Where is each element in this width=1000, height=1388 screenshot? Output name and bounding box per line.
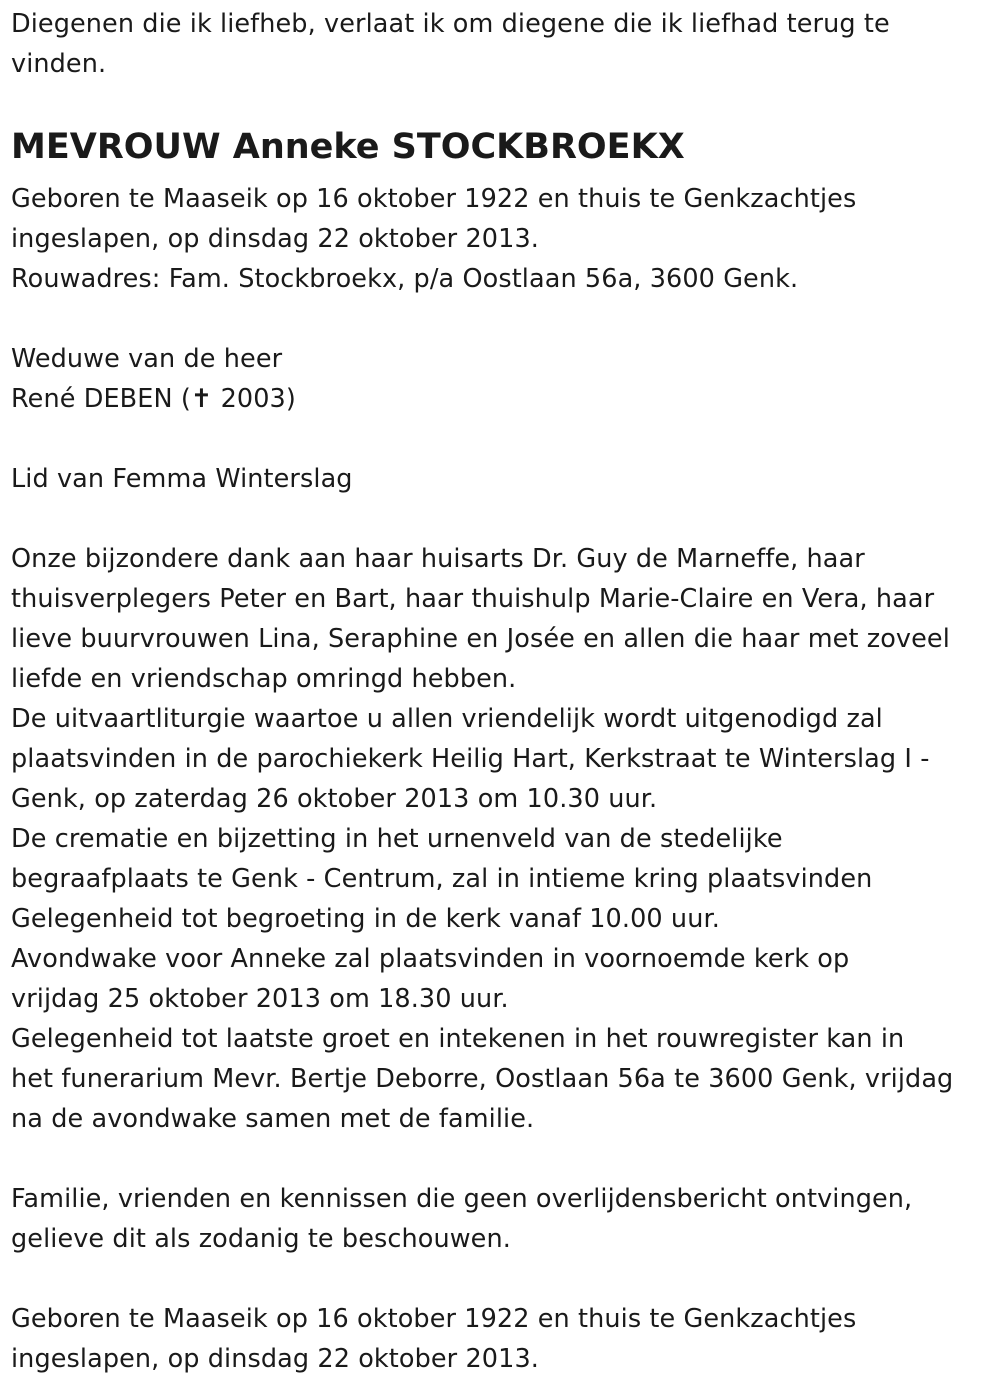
- obituary-notice: [11, 4, 996, 1379]
- body-line: De uitvaartliturgie waartoe u allen vriendelijk wordt uitgenodigd zal: [11, 704, 883, 734]
- closing-line: ingeslapen, op dinsdag 22 oktober 2013.: [11, 1344, 539, 1374]
- body-line: thuisverplegers Peter en Bart, haar thuishulp Marie-Claire en Vera, haar: [11, 584, 935, 614]
- body-line: na de avondwake samen met de familie.: [11, 1104, 535, 1134]
- notice-line: gelieve dit als zodanig te beschouwen.: [11, 1224, 511, 1254]
- closing-paragraph: [11, 1299, 996, 1379]
- body-line: vrijdag 25 oktober 2013 om 18.30 uur.: [11, 984, 509, 1014]
- notice-paragraph: [11, 1179, 996, 1259]
- widow-info: [11, 339, 996, 419]
- body-line: plaatsvinden in de parochiekerk Heilig Hart, Kerkstraat te Winterslag I -: [11, 744, 930, 774]
- body-line: Avondwake voor Anneke zal plaatsvinden in voornoemde kerk op: [11, 944, 850, 974]
- closing-line: Geboren te Maaseik op 16 oktober 1922 en thuis te Genkzachtjes: [11, 1304, 857, 1334]
- funeral-details: [11, 539, 996, 1139]
- body-line: begraafplaats te Genk - Centrum, zal in intieme kring plaatsvinden: [11, 864, 873, 894]
- death-line: ingeslapen, op dinsdag 22 oktober 2013.: [11, 224, 539, 254]
- motto: [11, 4, 996, 84]
- motto-line: Diegenen die ik liefheb, verlaat ik om diegene die ik liefhad terug te: [11, 9, 890, 39]
- spouse-line: René DEBEN (✝ 2003): [11, 384, 296, 414]
- body-line: het funerarium Mevr. Bertje Deborre, Oostlaan 56a te 3600 Genk, vrijdag: [11, 1064, 954, 1094]
- body-line: lieve buurvrouwen Lina, Seraphine en Josée en allen die haar met zoveel: [11, 624, 950, 654]
- body-line: Gelegenheid tot laatste groet en intekenen in het rouwregister kan in: [11, 1024, 905, 1054]
- body-line: liefde en vriendschap omringd hebben.: [11, 664, 517, 694]
- body-line: Onze bijzondere dank aan haar huisarts Dr. Guy de Marneffe, haar: [11, 544, 865, 574]
- body-line: Genk, op zaterdag 26 oktober 2013 om 10.30 uur.: [11, 784, 658, 814]
- motto-line: vinden.: [11, 49, 107, 79]
- mourning-address: Rouwadres: Fam. Stockbroekx, p/a Oostlaan 56a, 3600 Genk.: [11, 264, 799, 294]
- birth-death-info: [11, 179, 996, 299]
- body-line: Gelegenheid tot begroeting in de kerk vanaf 10.00 uur.: [11, 904, 720, 934]
- birth-line: Geboren te Maaseik op 16 oktober 1922 en thuis te Genkzachtjes: [11, 184, 857, 214]
- widow-line: Weduwe van de heer: [11, 344, 283, 374]
- membership-line: Lid van Femma Winterslag: [11, 464, 353, 494]
- notice-line: Familie, vrienden en kennissen die geen overlijdensbericht ontvingen,: [11, 1184, 913, 1214]
- body-line: De crematie en bijzetting in het urnenveld van de stedelijke: [11, 824, 783, 854]
- deceased-name: MEVROUW Anneke STOCKBROEKX: [11, 127, 685, 167]
